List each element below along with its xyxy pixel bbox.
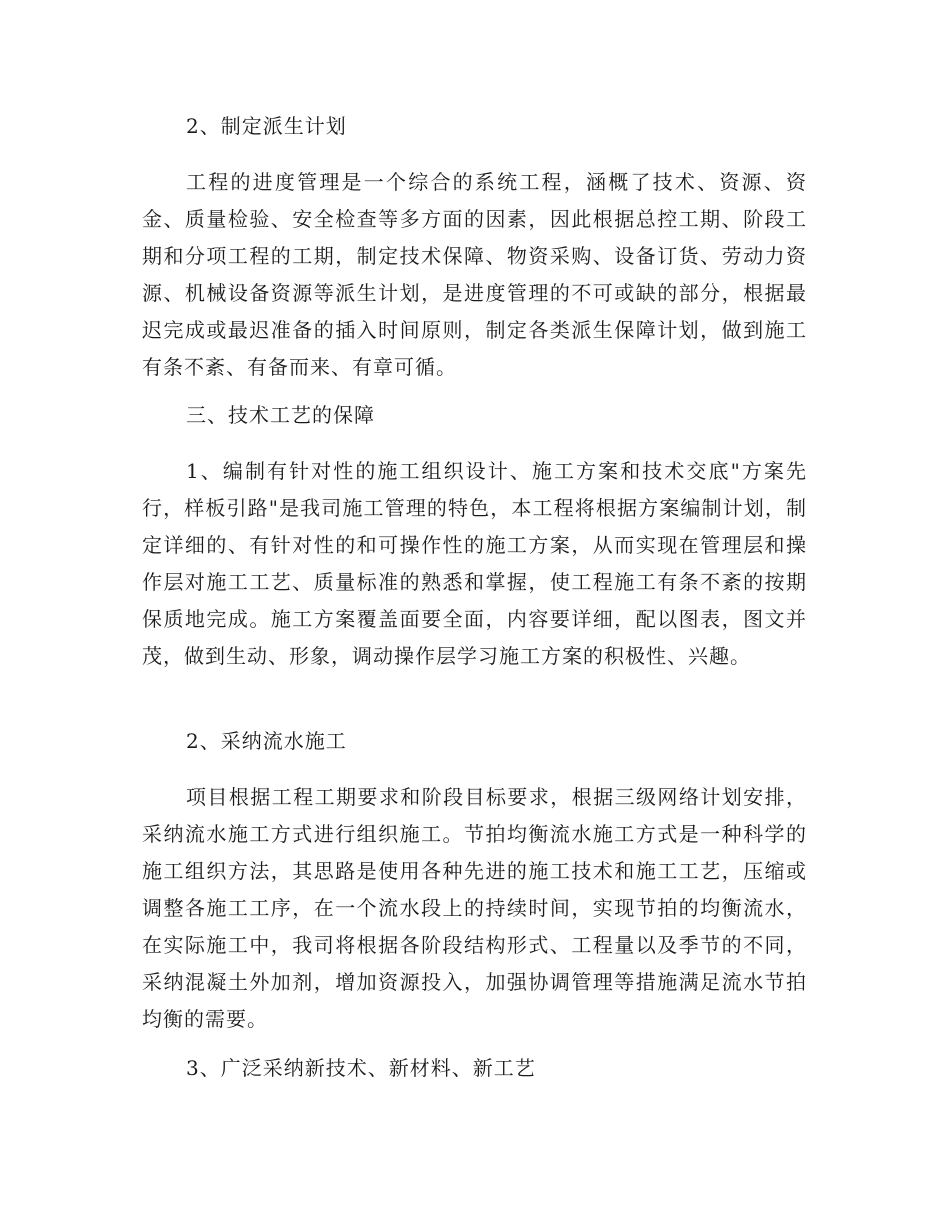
section-heading-derived-plan: 2、制定派生计划 [186,114,347,138]
paragraph-construction-plan: 1、编制有针对性的施工组织设计、施工方案和技术交底"方案先行，样板引路"是我司施工管理的特色，本工程将根据方案编制计划，制定详细的、有针对性的和可操作性的施工方案，从而实现在管理层和操作层对施工工艺、质量标准的熟悉和掌握，使工程施工有条不紊的按期保质地完成。施工方案覆盖面要全面，内容要详细，配以图表，图文并茂，做到生动、形象，调动操作层学习施工方案的积极性、兴趣。 [142,459,807,668]
section-heading-technical-assurance: 三、技术工艺的保障 [186,403,375,427]
section-heading-new-technology: 3、广泛采纳新技术、新材料、新工艺 [186,1056,536,1080]
section-heading-flow-construction: 2、采纳流水施工 [186,729,347,753]
paragraph-flow-construction: 项目根据工程工期要求和阶段目标要求，根据三级网络计划安排，采纳流水施工方式进行组织施工。节拍均衡流水施工方式是一种科学的施工组织方法，其思路是使用各种先进的施工技术和施工工艺，压缩或调整各施工工序，在一个流水段上的持续时间，实现节拍的均衡流水，在实际施工中，我司将根据各阶段结构形式、工程量以及季节的不同，采纳混凝土外加剂，增加资源投入，加强协调管理等措施满足流水节拍均衡的需要。 [142,785,807,1031]
paragraph-schedule-management: 工程的进度管理是一个综合的系统工程，涵概了技术、资源、资金、质量检验、安全检查等多方面的因素，因此根据总控工期、阶段工期和分项工程的工期，制定技术保障、物资采购、设备订货、劳动力资源、机械设备资源等派生计划，是进度管理的不可或缺的部分，根据最迟完成或最迟准备的插入时间原则，制定各类派生保障计划，做到施工有条不紊、有备而来、有章可循。 [142,170,807,379]
